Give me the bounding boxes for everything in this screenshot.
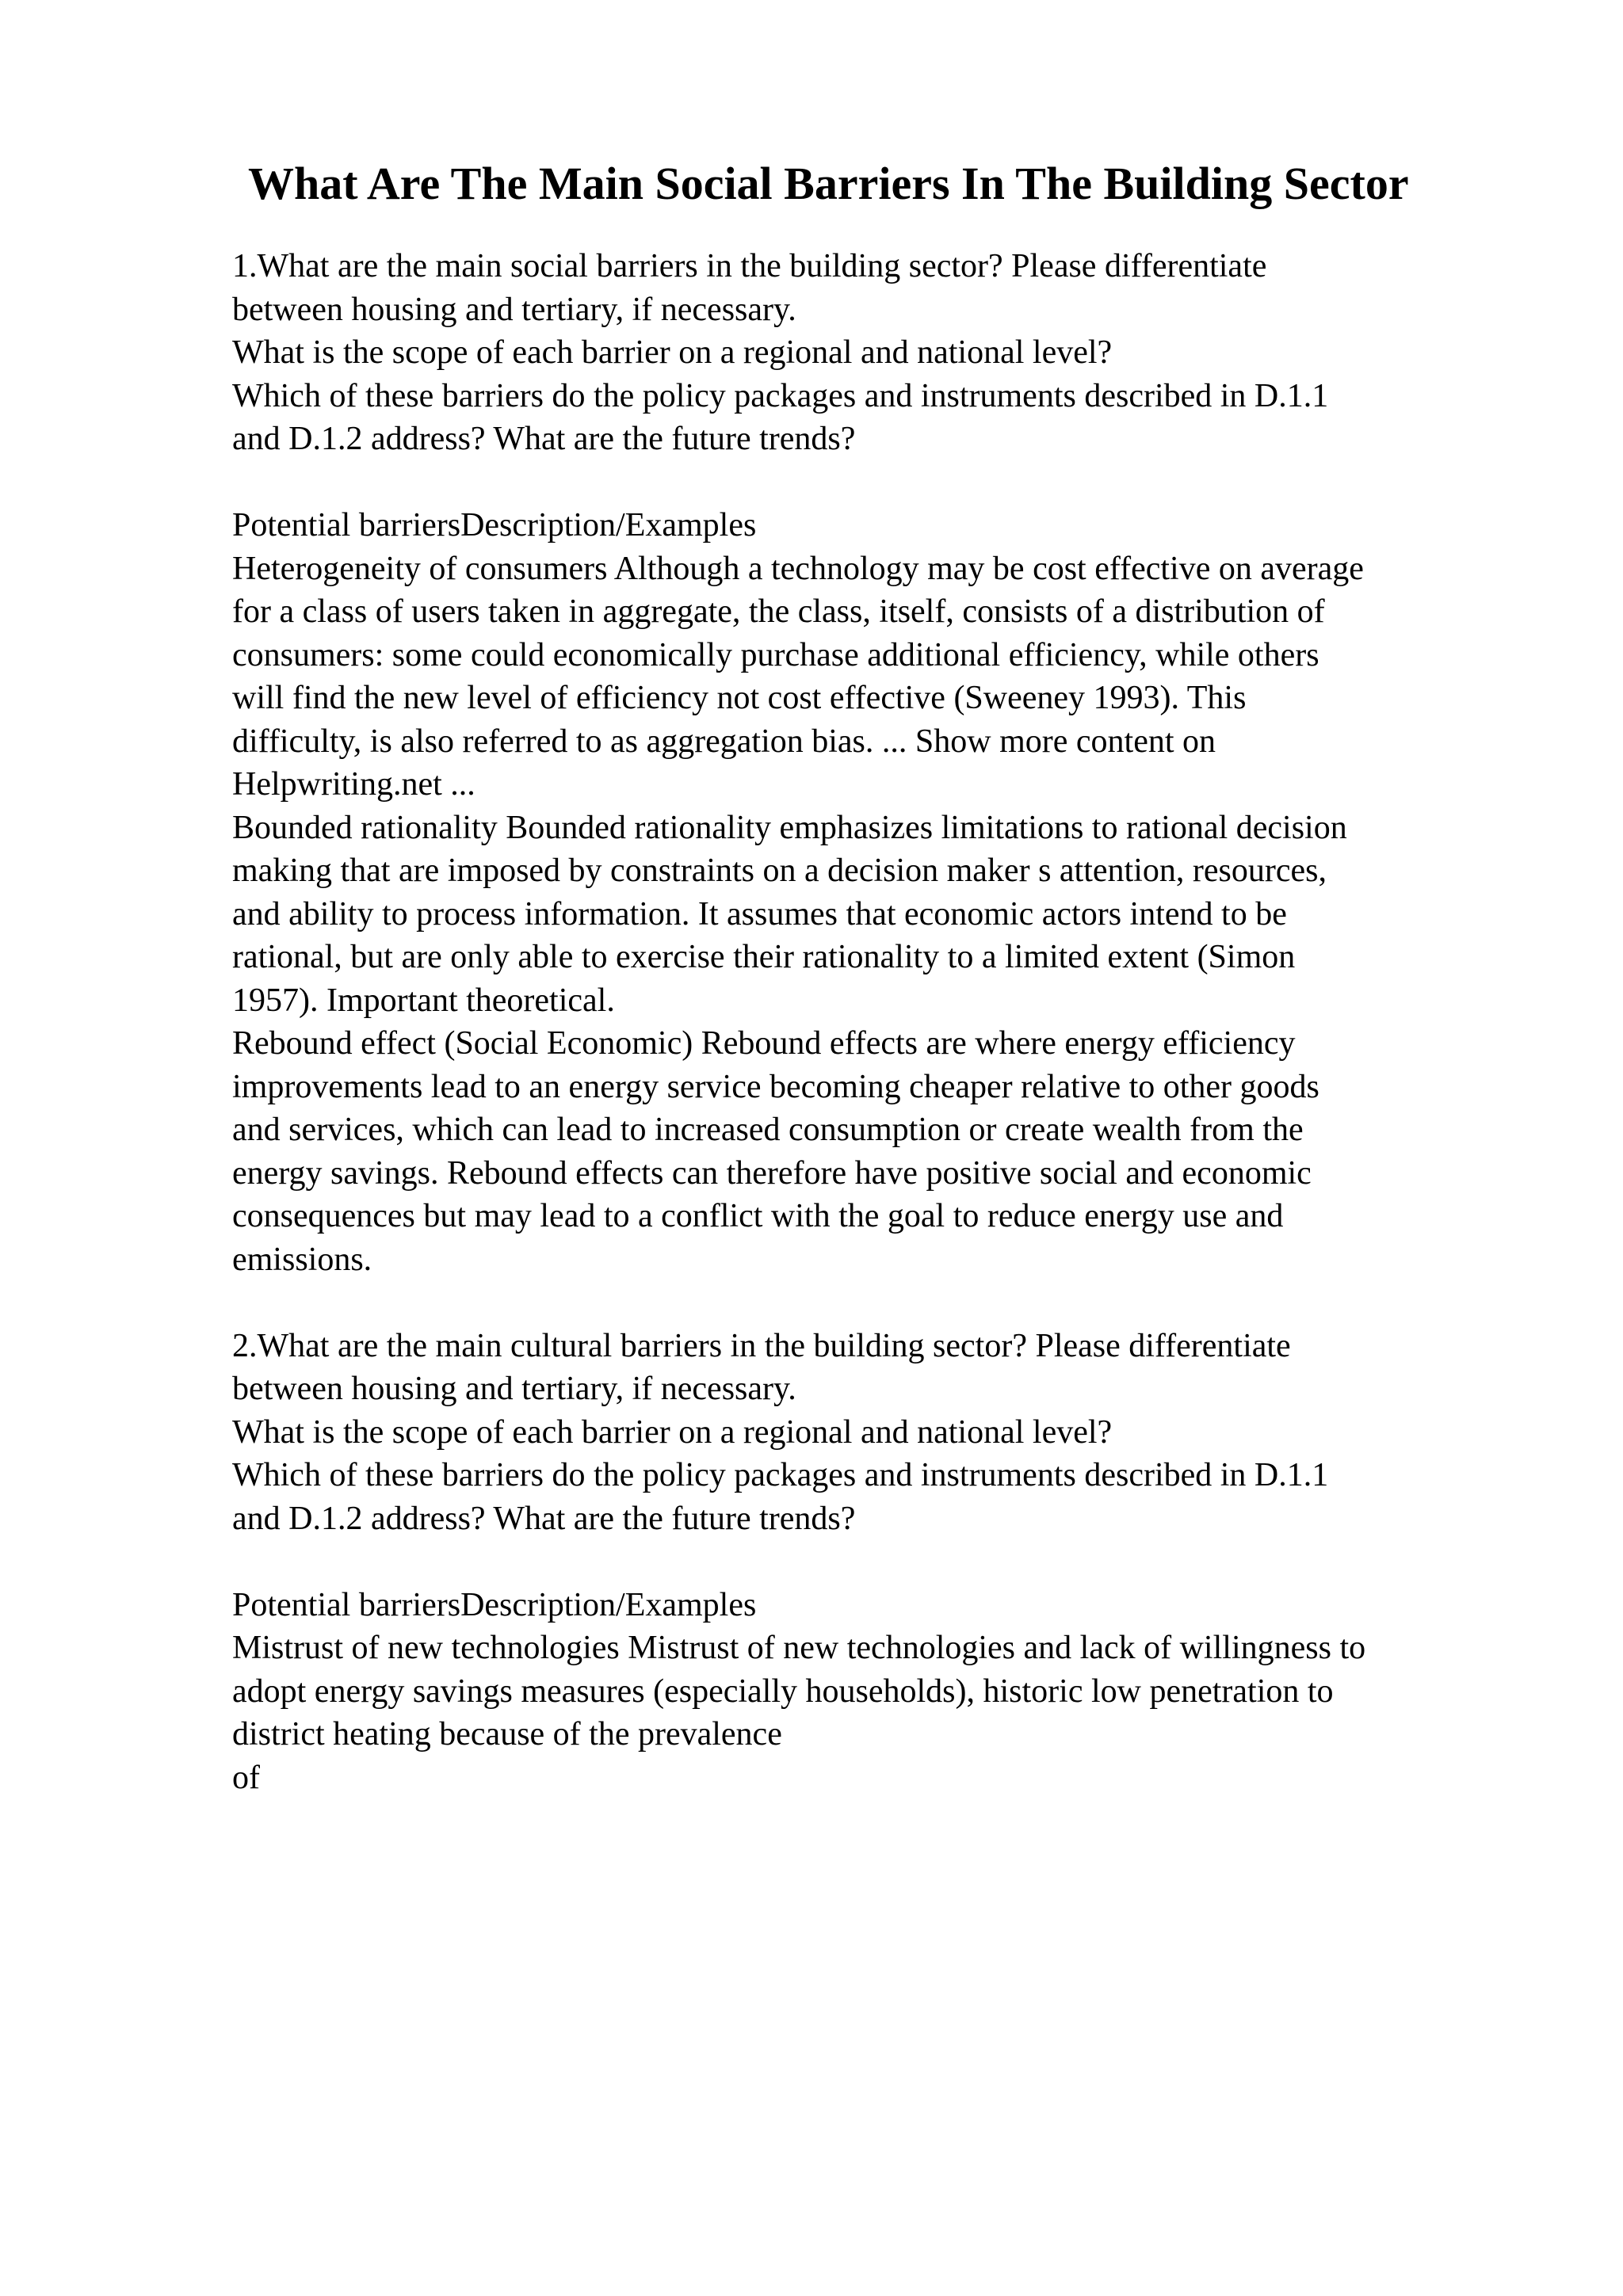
text-line: making that are imposed by constraints on a decision maker s attention, resources, bbox=[232, 852, 1327, 889]
blank-line bbox=[232, 1540, 1595, 1584]
text-line: will find the new level of efficiency not cost effective (Sweeney 1993). This bbox=[232, 680, 1247, 716]
text-line: 1.What are the main social barriers in the building sector? Please differentiate bbox=[232, 248, 1267, 284]
text-line: What is the scope of each barrier on a regional and national level? bbox=[232, 1413, 1113, 1451]
text-line: Heterogeneity of consumers Although a technology may be cost effective on average bbox=[232, 550, 1364, 587]
text-line: difficulty, is also referred to as aggregation bias. ... Show more content on bbox=[232, 723, 1216, 760]
text-line: and services, which can lead to increased consumption or create wealth from the bbox=[232, 1112, 1304, 1148]
document-body bbox=[232, 245, 1595, 1799]
text-line: between housing and tertiary, if necessary. bbox=[232, 291, 796, 328]
text-line: adopt energy savings measures (especially households), historic low penetration to bbox=[232, 1672, 1334, 1710]
text-line: and D.1.2 address? What are the future trends? bbox=[232, 1500, 856, 1537]
document-title: What Are The Main Social Barriers In The Building Sector bbox=[248, 158, 1409, 209]
text-line: energy savings. Rebound effects can therefore have positive social and economic bbox=[232, 1154, 1312, 1192]
text-line: and ability to process information. It assumes that economic actors intend to be bbox=[232, 895, 1287, 933]
text-line: Potential barriersDescription/Examples bbox=[232, 507, 757, 543]
text-line: improvements lead to an energy service becoming cheaper relative to other goods bbox=[232, 1068, 1319, 1105]
text-line: rational, but are only able to exercise their rationality to a limited extent (Simon bbox=[232, 939, 1296, 975]
text-line: and D.1.2 address? What are the future trends? bbox=[232, 421, 856, 457]
text-line: emissions. bbox=[232, 1241, 372, 1278]
text-line: consequences but may lead to a conflict with the goal to reduce energy use and bbox=[232, 1198, 1284, 1234]
text-line: consumers: some could economically purchase additional efficiency, while others bbox=[232, 636, 1319, 673]
text-line: Mistrust of new technologies Mistrust of new technologies and lack of willingness to bbox=[232, 1630, 1366, 1666]
text-line: Bounded rationality Bounded rationality emphasizes limitations to rational decision bbox=[232, 809, 1347, 846]
text-line: Helpwriting.net ... bbox=[232, 766, 475, 803]
blank-line bbox=[232, 461, 1595, 505]
text-line: Which of these barriers do the policy packages and instruments described in D.1.1 bbox=[232, 377, 1329, 414]
text-line: of bbox=[232, 1759, 260, 1796]
blank-line bbox=[232, 1281, 1595, 1325]
text-line: Which of these barriers do the policy packages and instruments described in D.1.1 bbox=[232, 1457, 1329, 1493]
text-line: Rebound effect (Social Economic) Rebound effects are where energy efficiency bbox=[232, 1025, 1296, 1062]
text-line: between housing and tertiary, if necessary. bbox=[232, 1371, 796, 1407]
text-line: What is the scope of each barrier on a regional and national level? bbox=[232, 334, 1113, 371]
text-line: 1957). Important theoretical. bbox=[232, 982, 615, 1019]
text-line: Potential barriersDescription/Examples bbox=[232, 1586, 757, 1623]
text-line: district heating because of the prevalence bbox=[232, 1716, 782, 1753]
text-line: for a class of users taken in aggregate, the class, itself, consists of a distribution of bbox=[232, 593, 1325, 630]
text-line: 2.What are the main cultural barriers in the building sector? Please differentiate bbox=[232, 1327, 1291, 1364]
